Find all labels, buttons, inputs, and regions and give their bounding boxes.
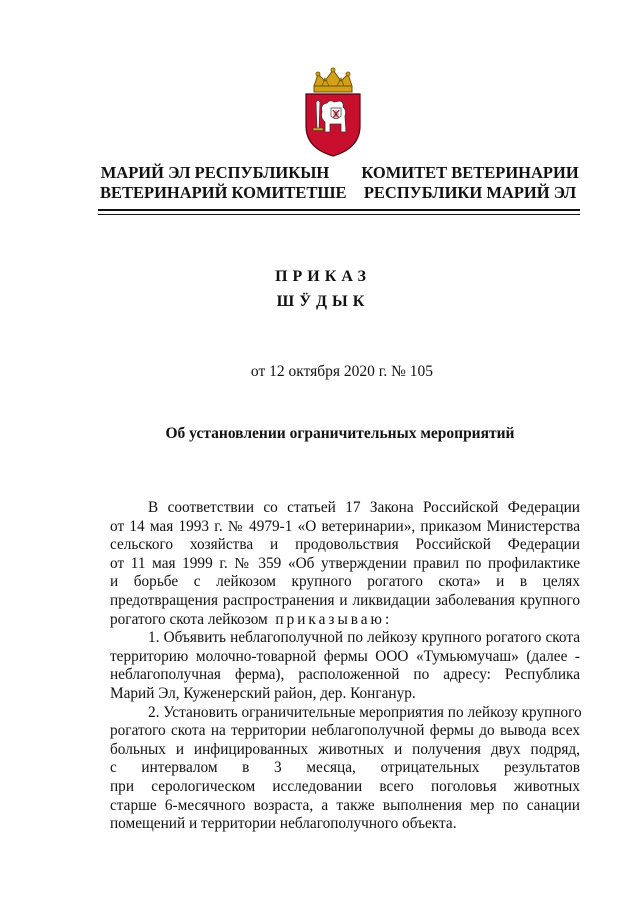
header-right-russian [360, 163, 580, 203]
order-body [110, 499, 580, 834]
order-subject: Об установлении ограничительных мероприятий [165, 425, 515, 442]
preamble-last-text: рогатого скота лейкозом [110, 610, 268, 628]
item-1-line: территорию молочно-товарной фермы ООО «Тумьюмучаш» (далее - [110, 647, 580, 665]
preamble-last-line [110, 611, 580, 630]
document-title-mari: ШӰДЫК [276, 293, 370, 310]
preamble-paragraph [110, 499, 580, 629]
preamble-line: предотвращения распространения и ликвидации заболевания крупного [110, 591, 580, 609]
crown-icon [314, 68, 352, 92]
item-2-paragraph [110, 704, 580, 834]
document-title-russian: ПРИКАЗ [275, 268, 371, 285]
item-1-line: неблагополучная ферма), расположенной по адресу: Республика [110, 666, 580, 684]
item-2-line: рогатого скота на территории неблагополучной фермы до вывода всех [110, 722, 580, 740]
preamble-line: от 14 мая 1993 г. № 4979-1 «О ветеринарии», приказом Министерства [110, 517, 580, 535]
item-2-line: больных и инфицированных животных и получения двух подряд, [110, 740, 580, 758]
coat-of-arms-emblem [300, 66, 366, 158]
preamble-line: сельского хозяйства и продовольствия Российской Федерации [110, 536, 580, 554]
item-2-line: с интервалом в 3 месяца, отрицательных результатов [110, 759, 580, 777]
item-2-line: при серологическом исследовании всего поголовья животных [110, 777, 580, 795]
header-divider-thick [98, 209, 580, 211]
preamble-line: В соответствии со статьей 17 Закона Российской Федерации [148, 499, 580, 516]
header-left-line1: МАРИЙ ЭЛ РЕСПУБЛИКЫН [100, 163, 330, 182]
preamble-line: от 11 мая 1999 г. № 359 «Об утверждении правил по профилактике [110, 554, 580, 572]
order-date-number: от 12 октября 2020 г. № 105 [250, 363, 434, 380]
preamble-line: и борьбе с лейкозом крупного рогатого скота» и в целях [110, 573, 580, 591]
orders-word: приказываю: [275, 610, 393, 628]
item-2-line: 2. Установить ограничительные мероприятия по лейкозу крупного [148, 703, 582, 721]
item-2-last-line: помещений и территории неблагополучного объекта. [110, 815, 457, 833]
header-divider-thin [98, 214, 580, 215]
header-left-line2: ВЕТЕРИНАРИЙ КОМИТЕТШЕ [100, 183, 347, 202]
header-right-line2: РЕСПУБЛИКИ МАРИЙ ЭЛ [363, 183, 577, 202]
item-1-last-line: Марий Эл, Куженерский район, дер. Конганур. [110, 684, 416, 702]
item-2-line: старше 6-месячного возраста, а также выполнения мер по санации [110, 796, 580, 814]
header-left-mari [100, 163, 347, 203]
item-1-line: 1. Объявить неблагополучной по лейкозу крупного рогатого скота [148, 629, 580, 647]
item-1-paragraph [110, 629, 580, 703]
shield-icon [306, 94, 360, 156]
header-right-line1: КОМИТЕТ ВЕТЕРИНАРИИ [361, 163, 579, 182]
